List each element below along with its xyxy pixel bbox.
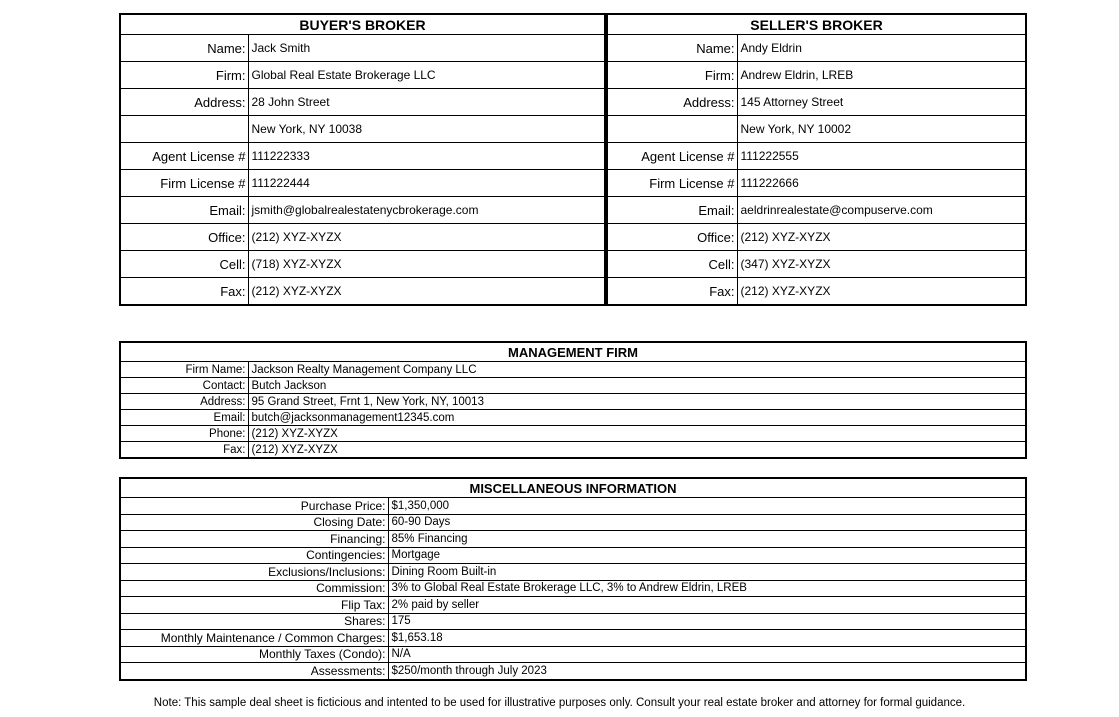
field-value: (212) XYZ-XYZX [740,284,831,298]
management-firm-title: MANAGEMENT FIRM [120,342,1026,362]
table-row [120,410,1026,426]
misc-info-title: MISCELLANEOUS INFORMATION [120,478,1026,498]
field-label: Name: [607,35,737,62]
management-firm-table [119,341,1027,459]
table-row [120,170,605,197]
field-value: Jack Smith [248,35,605,62]
field-value: 60-90 Days [388,514,1026,531]
field-label: Firm License # [120,170,248,197]
field-label: Cell: [120,251,248,278]
field-label: Email: [120,197,248,224]
field-value: 111222333 [248,143,605,170]
field-label: Monthly Taxes (Condo): [120,646,388,663]
field-label: Flip Tax: [120,597,388,614]
table-row [120,197,605,224]
field-value: (212) XYZ-XYZX [251,443,338,456]
field-value: Andrew Eldrin, LREB [737,62,1026,89]
table-row [120,278,605,306]
field-label [120,116,248,143]
table-row [120,663,1026,680]
table-row [120,224,605,251]
field-value: 85% Financing [388,531,1026,548]
field-value: Jackson Realty Management Company LLC [248,362,1026,378]
field-label: Assessments: [120,663,388,680]
table-row [120,514,1026,531]
field-value: butch@jacksonmanagement12345.com [248,410,1026,426]
field-label: Name: [120,35,248,62]
field-value: $250/month through July 2023 [391,664,547,677]
table-row [120,426,1026,442]
field-value: Global Real Estate Brokerage LLC [248,62,605,89]
field-label: Contact: [120,378,248,394]
field-label: Shares: [120,613,388,630]
field-label: Address: [120,89,248,116]
field-value: Andy Eldrin [737,35,1026,62]
field-label: Agent License # [607,143,737,170]
table-row [607,224,1026,251]
field-value: (212) XYZ-XYZX [251,284,342,298]
field-label: Firm: [120,62,248,89]
table-row [120,442,1026,459]
table-row [607,143,1026,170]
sellers-broker-table [606,13,1027,306]
table-row [120,251,605,278]
field-label: Office: [120,224,248,251]
table-row [120,580,1026,597]
field-label: Cell: [607,251,737,278]
field-value: New York, NY 10038 [248,116,605,143]
field-value: 3% to Global Real Estate Brokerage LLC, 3% to Andrew Eldrin, LREB [388,580,1026,597]
field-value: (212) XYZ-XYZX [248,426,1026,442]
field-value: $1,653.18 [388,630,1026,647]
field-label: Exclusions/Inclusions: [120,564,388,581]
field-value: N/A [388,646,1026,663]
field-value: aeldrinrealestate@compuserve.com [737,197,1026,224]
table-row [120,362,1026,378]
field-label: Address: [607,89,737,116]
field-value: 95 Grand Street, Frnt 1, New York, NY, 10013 [248,394,1026,410]
table-row [120,564,1026,581]
field-label: Purchase Price: [120,498,388,515]
table-row [607,35,1026,62]
field-label: Agent License # [120,143,248,170]
disclaimer-note: Note: This sample deal sheet is ficticious and intented to be used for illustrative purposes only. Consult your real estate broker and attorney for formal guidance. [153,697,966,709]
table-row [120,597,1026,614]
field-label: Office: [607,224,737,251]
table-row [120,35,605,62]
table-row [607,62,1026,89]
field-value: (212) XYZ-XYZX [737,224,1026,251]
field-value: 111222666 [737,170,1026,197]
field-label: Firm Name: [120,362,248,378]
field-value: 111222555 [737,143,1026,170]
buyers-broker-table [119,13,606,306]
field-label: Fax: [120,442,248,459]
field-value: (212) XYZ-XYZX [248,224,605,251]
table-row [120,646,1026,663]
field-value: Dining Room Built-in [388,564,1026,581]
field-label: Firm: [607,62,737,89]
sellers-broker-title: SELLER'S BROKER [607,14,1026,35]
field-value: 2% paid by seller [388,597,1026,614]
buyers-broker-title: BUYER'S BROKER [120,14,605,35]
field-value: Butch Jackson [248,378,1026,394]
field-value: 111222444 [248,170,605,197]
table-row [120,547,1026,564]
field-label: Fax: [120,278,248,306]
field-label: Financing: [120,531,388,548]
misc-info-table [119,477,1027,681]
table-row [120,613,1026,630]
field-label: Phone: [120,426,248,442]
field-value: 28 John Street [248,89,605,116]
field-value: Mortgage [388,547,1026,564]
table-row [607,170,1026,197]
table-row [120,394,1026,410]
table-row [120,630,1026,647]
field-label: Fax: [607,278,737,306]
field-value: $1,350,000 [388,498,1026,515]
field-label [607,116,737,143]
table-row [120,378,1026,394]
field-value: 175 [388,613,1026,630]
table-row [607,116,1026,143]
field-value: (718) XYZ-XYZX [248,251,605,278]
table-row [120,143,605,170]
field-label: Closing Date: [120,514,388,531]
field-label: Commission: [120,580,388,597]
table-row [607,197,1026,224]
table-row [120,62,605,89]
field-value: jsmith@globalrealestatenycbrokerage.com [248,197,605,224]
field-label: Monthly Maintenance / Common Charges: [120,630,388,647]
field-label: Email: [607,197,737,224]
table-row [120,531,1026,548]
table-row [120,498,1026,515]
field-label: Contingencies: [120,547,388,564]
table-row [607,251,1026,278]
table-row [607,278,1026,306]
field-value: 145 Attorney Street [737,89,1026,116]
field-label: Firm License # [607,170,737,197]
field-value: New York, NY 10002 [737,116,1026,143]
table-row [120,89,605,116]
field-label: Address: [120,394,248,410]
field-label: Email: [120,410,248,426]
table-row [120,116,605,143]
table-row [607,89,1026,116]
field-value: (347) XYZ-XYZX [737,251,1026,278]
